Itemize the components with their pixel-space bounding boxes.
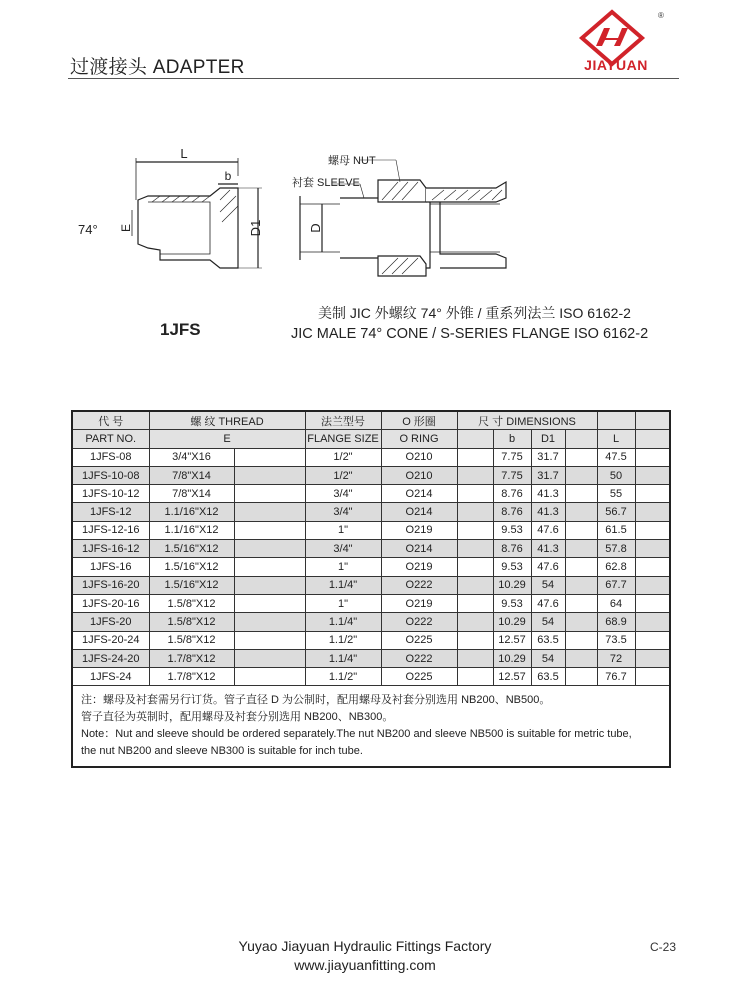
header-code: 代 号 — [72, 411, 149, 430]
header-o-ring: O RING — [381, 430, 457, 448]
d1-cell: 31.7 — [531, 466, 565, 484]
notes-row — [72, 686, 670, 768]
blank-cell — [565, 649, 597, 667]
blank-cell — [635, 540, 670, 558]
blank-cell — [234, 613, 305, 631]
blank-cell — [457, 558, 493, 576]
b-cell: 7.75 — [493, 448, 531, 466]
blank-cell — [565, 631, 597, 649]
table-row — [72, 485, 670, 503]
note-cn-2: 管子直径为英制时，配用螺母及衬套分别选用 NB200、NB300。 — [81, 711, 394, 724]
product-description-cn: 美制 JIC 外螺纹 74° 外锥 / 重系列法兰 ISO 6162-2 — [318, 305, 631, 321]
thread-cell: 1.5/8"X12 — [149, 594, 234, 612]
blank-cell — [565, 485, 597, 503]
blank-cell — [457, 631, 493, 649]
d1-cell: 54 — [531, 649, 565, 667]
fitting-side-view — [132, 158, 262, 268]
blank-cell — [565, 466, 597, 484]
blank-cell — [457, 668, 493, 686]
blank-cell — [457, 503, 493, 521]
flange-size-cell: 3/4" — [305, 485, 381, 503]
l-cell: 56.7 — [597, 503, 635, 521]
flange-size-cell: 1.1/4" — [305, 576, 381, 594]
part-no-cell: 1JFS-20 — [72, 613, 149, 631]
part-no-cell: 1JFS-10-08 — [72, 466, 149, 484]
o-ring-cell: O225 — [381, 668, 457, 686]
b-cell: 8.76 — [493, 485, 531, 503]
blank-cell — [234, 558, 305, 576]
l-cell: 47.5 — [597, 448, 635, 466]
blank-cell — [234, 649, 305, 667]
header-d1: D1 — [531, 430, 565, 448]
o-ring-cell: O225 — [381, 631, 457, 649]
blank-cell — [234, 540, 305, 558]
table-row — [72, 631, 670, 649]
b-cell: 10.29 — [493, 576, 531, 594]
thread-cell: 3/4"X16 — [149, 448, 234, 466]
b-cell: 9.53 — [493, 594, 531, 612]
footer-company: Yuyao Jiayuan Hydraulic Fittings Factory — [238, 938, 492, 954]
blank-cell — [565, 448, 597, 466]
flange-size-cell: 1/2" — [305, 466, 381, 484]
note-cn-1: 注：螺母及衬套需另行订货。管子直径 D 为公制时，配用螺母及衬套分别选用 NB200、NB500。 — [81, 694, 551, 707]
l-cell: 50 — [597, 466, 635, 484]
table-row — [72, 594, 670, 612]
flange-size-cell: 3/4" — [305, 503, 381, 521]
note-en-2: the nut NB200 and sleeve NB300 is suitable for inch tube. — [81, 745, 363, 758]
dim-label-d: D — [308, 223, 323, 233]
b-cell: 7.75 — [493, 466, 531, 484]
blank-cell — [565, 503, 597, 521]
thread-cell: 1.1/16"X12 — [149, 503, 234, 521]
flange-size-cell: 1" — [305, 558, 381, 576]
spec-table — [71, 410, 671, 768]
blank-cell — [234, 521, 305, 539]
table-row — [72, 576, 670, 594]
page-number: C-23 — [650, 940, 677, 954]
part-no-cell: 1JFS-24 — [72, 668, 149, 686]
table-header-row-2 — [72, 430, 670, 448]
o-ring-cell: O219 — [381, 594, 457, 612]
blank-cell — [234, 485, 305, 503]
o-ring-cell: O214 — [381, 485, 457, 503]
part-no-cell: 1JFS-12 — [72, 503, 149, 521]
blank-cell — [234, 466, 305, 484]
blank-cell — [635, 448, 670, 466]
thread-cell: 1.5/16"X12 — [149, 540, 234, 558]
blank-cell — [457, 594, 493, 612]
d1-cell: 41.3 — [531, 485, 565, 503]
blank-cell — [635, 649, 670, 667]
blank-cell — [457, 448, 493, 466]
l-cell: 57.8 — [597, 540, 635, 558]
table-row — [72, 540, 670, 558]
l-cell: 72 — [597, 649, 635, 667]
thread-cell: 1.5/8"X12 — [149, 631, 234, 649]
blank-cell — [635, 521, 670, 539]
o-ring-cell: O222 — [381, 576, 457, 594]
blank-cell — [635, 503, 670, 521]
nut-label: 螺母 NUT — [328, 155, 376, 167]
part-no-cell: 1JFS-16-20 — [72, 576, 149, 594]
table-row — [72, 503, 670, 521]
d1-cell: 31.7 — [531, 448, 565, 466]
l-cell: 68.9 — [597, 613, 635, 631]
header-dimensions: 尺 寸 DIMENSIONS — [457, 411, 597, 430]
blank-cell — [565, 576, 597, 594]
flange-size-cell: 3/4" — [305, 540, 381, 558]
flange-size-cell: 1.1/2" — [305, 668, 381, 686]
part-no-cell: 1JFS-08 — [72, 448, 149, 466]
header-flange: 法兰型号 — [305, 411, 381, 430]
blank-cell — [234, 594, 305, 612]
blank-cell — [635, 485, 670, 503]
blank-cell — [565, 558, 597, 576]
header-flange-size: FLANGE SIZE — [305, 430, 381, 448]
o-ring-cell: O219 — [381, 558, 457, 576]
blank-cell — [457, 466, 493, 484]
d1-cell: 47.6 — [531, 594, 565, 612]
thread-cell: 1.7/8"X12 — [149, 649, 234, 667]
thread-cell: 1.5/16"X12 — [149, 576, 234, 594]
header-oring: O 形圈 — [381, 411, 457, 430]
o-ring-cell: O222 — [381, 649, 457, 667]
part-no-cell: 1JFS-20-24 — [72, 631, 149, 649]
blank-cell — [457, 540, 493, 558]
d1-cell: 41.3 — [531, 540, 565, 558]
part-no-cell: 1JFS-16-12 — [72, 540, 149, 558]
header-e: E — [149, 430, 305, 448]
thread-cell: 7/8"X14 — [149, 466, 234, 484]
o-ring-cell: O210 — [381, 448, 457, 466]
flange-size-cell: 1" — [305, 521, 381, 539]
d1-cell: 47.6 — [531, 558, 565, 576]
o-ring-cell: O219 — [381, 521, 457, 539]
header-divider — [68, 78, 679, 79]
l-cell: 67.7 — [597, 576, 635, 594]
header-l: L — [597, 430, 635, 448]
registered-mark: ® — [658, 11, 664, 20]
blank-cell — [635, 594, 670, 612]
b-cell: 9.53 — [493, 521, 531, 539]
o-ring-cell: O214 — [381, 503, 457, 521]
o-ring-cell: O222 — [381, 613, 457, 631]
l-cell: 62.8 — [597, 558, 635, 576]
page-title: 过渡接头 ADAPTER — [70, 57, 245, 78]
table-row — [72, 649, 670, 667]
table-row — [72, 521, 670, 539]
blank-cell — [234, 576, 305, 594]
d1-cell: 63.5 — [531, 631, 565, 649]
blank-cell — [635, 558, 670, 576]
thread-cell: 1.7/8"X12 — [149, 668, 234, 686]
flange-size-cell: 1.1/4" — [305, 649, 381, 667]
l-cell: 73.5 — [597, 631, 635, 649]
header-part-no: PART NO. — [72, 430, 149, 448]
b-cell: 10.29 — [493, 613, 531, 631]
flange-size-cell: 1/2" — [305, 448, 381, 466]
blank-cell — [565, 594, 597, 612]
dim-label-l: L — [180, 146, 188, 161]
blank-cell — [234, 631, 305, 649]
thread-cell: 1.1/16"X12 — [149, 521, 234, 539]
blank-cell — [565, 521, 597, 539]
model-code: 1JFS — [160, 320, 201, 339]
flange-size-cell: 1.1/4" — [305, 613, 381, 631]
header-thread: 螺 纹 THREAD — [149, 411, 305, 430]
l-cell: 76.7 — [597, 668, 635, 686]
part-no-cell: 1JFS-20-16 — [72, 594, 149, 612]
table-body — [72, 448, 670, 686]
blank-cell — [635, 631, 670, 649]
blank-cell — [457, 521, 493, 539]
thread-cell: 7/8"X14 — [149, 485, 234, 503]
dim-label-d1: D1 — [248, 219, 263, 237]
table-row — [72, 466, 670, 484]
blank-cell — [635, 668, 670, 686]
table-header-row-1 — [72, 411, 670, 430]
o-ring-cell: O210 — [381, 466, 457, 484]
table-row — [72, 558, 670, 576]
product-description-en: JIC MALE 74° CONE / S-SERIES FLANGE ISO 6162-2 — [291, 326, 649, 342]
b-cell: 8.76 — [493, 540, 531, 558]
blank-cell — [635, 613, 670, 631]
d1-cell: 63.5 — [531, 668, 565, 686]
l-cell: 55 — [597, 485, 635, 503]
table-row — [72, 668, 670, 686]
part-no-cell: 1JFS-12-16 — [72, 521, 149, 539]
note-en-1: Note：Nut and sleeve should be ordered separately.The nut NB200 and sleeve NB500 is suitable for metric tube, — [81, 728, 632, 741]
notes-cell — [72, 686, 670, 768]
d1-cell: 54 — [531, 576, 565, 594]
b-cell: 8.76 — [493, 503, 531, 521]
thread-cell: 1.5/8"X12 — [149, 613, 234, 631]
b-cell: 12.57 — [493, 631, 531, 649]
logo-text: JIAYUAN — [584, 57, 648, 73]
table-row — [72, 448, 670, 466]
l-cell: 61.5 — [597, 521, 635, 539]
blank-cell — [234, 503, 305, 521]
blank-cell — [234, 448, 305, 466]
blank-cell — [635, 466, 670, 484]
dim-label-b: b — [224, 169, 232, 183]
blank-cell — [565, 613, 597, 631]
blank-cell — [457, 649, 493, 667]
header-b: b — [493, 430, 531, 448]
blank-cell — [565, 540, 597, 558]
table-row — [72, 613, 670, 631]
blank-cell — [565, 668, 597, 686]
d1-cell: 54 — [531, 613, 565, 631]
d1-cell: 47.6 — [531, 521, 565, 539]
sleeve-label: 衬套 SLEEVE — [292, 177, 360, 189]
part-no-cell: 1JFS-24-20 — [72, 649, 149, 667]
flange-size-cell: 1.1/2" — [305, 631, 381, 649]
blank-cell — [457, 485, 493, 503]
b-cell: 10.29 — [493, 649, 531, 667]
fitting-drawing — [60, 140, 680, 300]
footer-website: www.jiayuanfitting.com — [294, 957, 436, 973]
dim-label-e: E — [119, 223, 133, 233]
blank-cell — [457, 613, 493, 631]
blank-cell — [234, 668, 305, 686]
blank-cell — [635, 576, 670, 594]
b-cell: 9.53 — [493, 558, 531, 576]
part-no-cell: 1JFS-16 — [72, 558, 149, 576]
d1-cell: 41.3 — [531, 503, 565, 521]
l-cell: 64 — [597, 594, 635, 612]
b-cell: 12.57 — [493, 668, 531, 686]
flange-size-cell: 1" — [305, 594, 381, 612]
o-ring-cell: O214 — [381, 540, 457, 558]
angle-label: 74° — [78, 222, 98, 237]
blank-cell — [457, 576, 493, 594]
thread-cell: 1.5/16"X12 — [149, 558, 234, 576]
part-no-cell: 1JFS-10-12 — [72, 485, 149, 503]
